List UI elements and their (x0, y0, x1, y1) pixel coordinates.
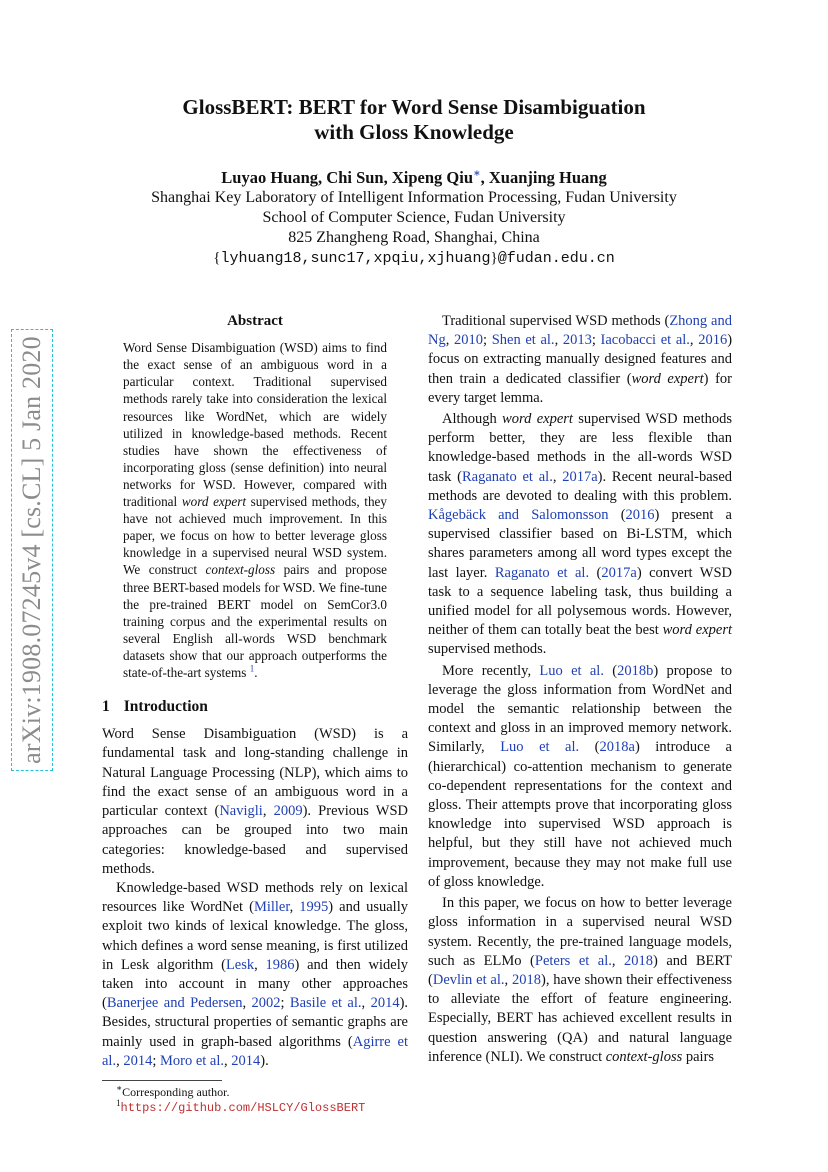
citation-link[interactable]: 2018b (617, 662, 654, 679)
citation-link[interactable]: 2017a (562, 468, 598, 485)
citation-link[interactable]: Devlin et al. (432, 971, 505, 988)
citation-link[interactable]: Moro et al. (160, 1052, 225, 1069)
footnote-corresponding-author: ∗Corresponding author. (116, 1082, 230, 1099)
author-block (0, 168, 828, 269)
footnote-ref-1[interactable]: 1 (249, 663, 255, 674)
citation-link[interactable]: Luo et al. (539, 662, 604, 679)
citation-link[interactable]: 2013 (562, 332, 592, 349)
citation-link[interactable]: 2018a (599, 739, 635, 756)
arxiv-stamp (10, 180, 54, 920)
citation-link[interactable]: 2009 (273, 803, 303, 820)
section-heading-introduction: 1 Introduction (102, 698, 208, 716)
email-usernames: lyhuang18,sunc17,xpqiu,xjhuang (220, 250, 491, 267)
author-names-part-1: Luyao Huang, Chi Sun, Xipeng Qiu (221, 168, 474, 187)
citation-link[interactable]: Iacobacci et al. (600, 332, 690, 349)
paper-title (0, 95, 828, 145)
footnote-code-url: $^1$https://github.com/HSLCY/GlossBERT (116, 1097, 366, 1115)
affiliation-line-1: Shanghai Key Laboratory of Intelligent Information Processing, Fudan University (151, 189, 677, 206)
right-paragraph-3: More recently, Luo et al. (2018b) propose to leverage the gloss information from WordNet and model the semantic relationship between the context and gloss in an improved memory network. Similarly, Luo et al. (2018a) introduce a (hierarchical) co-attention mechanism to generate co-dependent representations for the context and gloss. Their attempts prove that incorporating gloss knowledge into supervised WSD approach is helpful, but they still have not achieved much improvement, because they may not make full use of gloss knowledge. (428, 662, 732, 890)
citation-link[interactable]: Zhong and Ng (428, 313, 732, 349)
citation-link[interactable]: 2018 (512, 971, 541, 988)
citation-link[interactable]: Shen et al. (491, 332, 555, 349)
citation-link[interactable]: Raganato et al. (494, 564, 590, 581)
citation-link[interactable]: 2014 (370, 995, 400, 1012)
citation-link[interactable]: 2014 (231, 1052, 261, 1069)
left-column (102, 312, 408, 1116)
citation-link[interactable]: Navigli (219, 803, 263, 820)
intro-paragraph-1: Word Sense Disambiguation (WSD) is a fundamental task and long-standing challenge in Natural Language Processing (NLP), which aims to find the exact sense of an ambiguous word in a particular context (Navigli, 2009). Previous WSD approaches can be grouped into two main categories: knowledge-based and supervised methods. (102, 726, 409, 877)
paper-title-line-1: GlossBERT: BERT for Word Sense Disambiguation (182, 95, 646, 119)
citation-link[interactable]: Raganato et al. (461, 468, 553, 485)
affiliation-line-3: 825 Zhangheng Road, Shanghai, China (288, 229, 540, 246)
citation-link[interactable]: 2016 (625, 507, 655, 524)
right-column (428, 312, 732, 1067)
author-emails (0, 248, 828, 269)
citation-link[interactable]: Luo et al. (500, 739, 580, 756)
abstract-text: Word Sense Disambiguation (WSD) aims to find the exact sense of an ambiguous word in a particular context. Traditional supervised methods rarely take into consideration the lexical resources like WordNet, which are widely utilized in knowledge-based methods. Recent studies have shown the effectiveness of incorporating gloss (sense definition) into neural networks for WSD. However, compared with traditional word expert supervised methods, they have not achieved much improvement. In this paper, we focus on how to better leverage gloss knowledge in a supervised neural WSD system. We construct context-gloss pairs and propose three BERT-based models for WSD. We fine-tune the pre-trained BERT model on SemCor3.0 training corpus and the experimental results on several English all-words WSD benchmark datasets show that our approach outperforms the state-of-the-art systems $^1$. (123, 340, 387, 680)
right-paragraph-4: In this paper, we focus on how to better leverage gloss information in a supervised neural WSD system. Recently, the pre-trained language models, such as ELMo (Peters et al., 2018) and BERT (Devlin et al., 2018), have shown their effectiveness to alleviate the effort of feature engineering. Especially, BERT has achieved excellent results in question answering (QA) and natural language inference (NLI). We construct context-gloss pairs (428, 895, 733, 1065)
author-names-part-2: , Xuanjing Huang (480, 168, 607, 187)
arxiv-identifier[interactable]: arXiv:1908.07245v4 [cs.CL] 5 Jan 2020 (11, 329, 53, 771)
github-url-link[interactable]: https://github.com/HSLCY/GlossBERT (120, 1100, 366, 1115)
email-domain: @fudan.edu.cn (497, 250, 615, 267)
email-brace-open: { (213, 250, 221, 266)
citation-link[interactable]: 1986 (265, 956, 295, 973)
citation-link[interactable]: 2017a (601, 564, 637, 581)
author-names (0, 168, 828, 188)
paper-title-line-2: with Gloss Knowledge (314, 120, 514, 144)
intro-paragraph-2: Knowledge-based WSD methods rely on lexical resources like WordNet (Miller, 1995) and usually exploit two kinds of lexical knowledge. The gloss, which defines a word sense meaning, is first utilized in Lesk algorithm (Lesk, 1986) and then widely taken into account in many other approaches (Banerjee and Pedersen, 2002; Basile et al., 2014). Besides, structural properties of semantic graphs are mainly used in graph-based algorithms (Agirre et al., 2014; Moro et al., 2014). (102, 879, 409, 1069)
right-paragraph-2: Although word expert supervised WSD methods perform better, they are less flexible than knowledge-based methods in the all-words WSD task (Raganato et al., 2017a). Recent neural-based methods are devoted to dealing with this problem. Kågebäck and Salomonsson (2016) present a supervised classifier based on Bi-LSTM, which shares parameters among all word types except the last layer. Raganato et al. (2017a) convert WSD task to a sequence labeling task, thus building a unified model for all polysemous words. However, neither of them can totally beat the best word expert supervised methods. (428, 411, 733, 658)
email-brace-close: } (490, 250, 498, 266)
abstract-heading: Abstract (227, 313, 283, 329)
citation-link[interactable]: Banerjee and Pedersen (106, 995, 243, 1012)
citation-link[interactable]: Lesk (225, 956, 255, 973)
corresponding-author-mark[interactable]: ∗ (473, 167, 481, 180)
citation-link[interactable]: 2014 (123, 1052, 153, 1069)
citation-link[interactable]: 2018 (624, 952, 654, 969)
affiliation-line-2: School of Computer Science, Fudan University (262, 209, 566, 226)
citation-link[interactable]: 2002 (251, 995, 281, 1012)
citation-link[interactable]: Kågebäck and Salomonsson (428, 507, 609, 524)
citation-link[interactable]: Miller (253, 899, 290, 916)
footnote-divider (102, 1080, 222, 1081)
citation-link[interactable]: 1995 (299, 899, 329, 916)
citation-link[interactable]: Agirre et al. (102, 1033, 409, 1069)
citation-link[interactable]: Peters et al. (534, 952, 612, 969)
right-paragraph-1: Traditional supervised WSD methods (Zhong and Ng, 2010; Shen et al., 2013; Iacobacci et al., 2016) focus on extracting manually designed features and then train a dedicated classifier (word expert) for every target lemma. (428, 313, 733, 406)
citation-link[interactable]: Basile et al. (289, 995, 362, 1012)
citation-link[interactable]: 2016 (698, 332, 728, 349)
citation-link[interactable]: 2010 (454, 332, 484, 349)
